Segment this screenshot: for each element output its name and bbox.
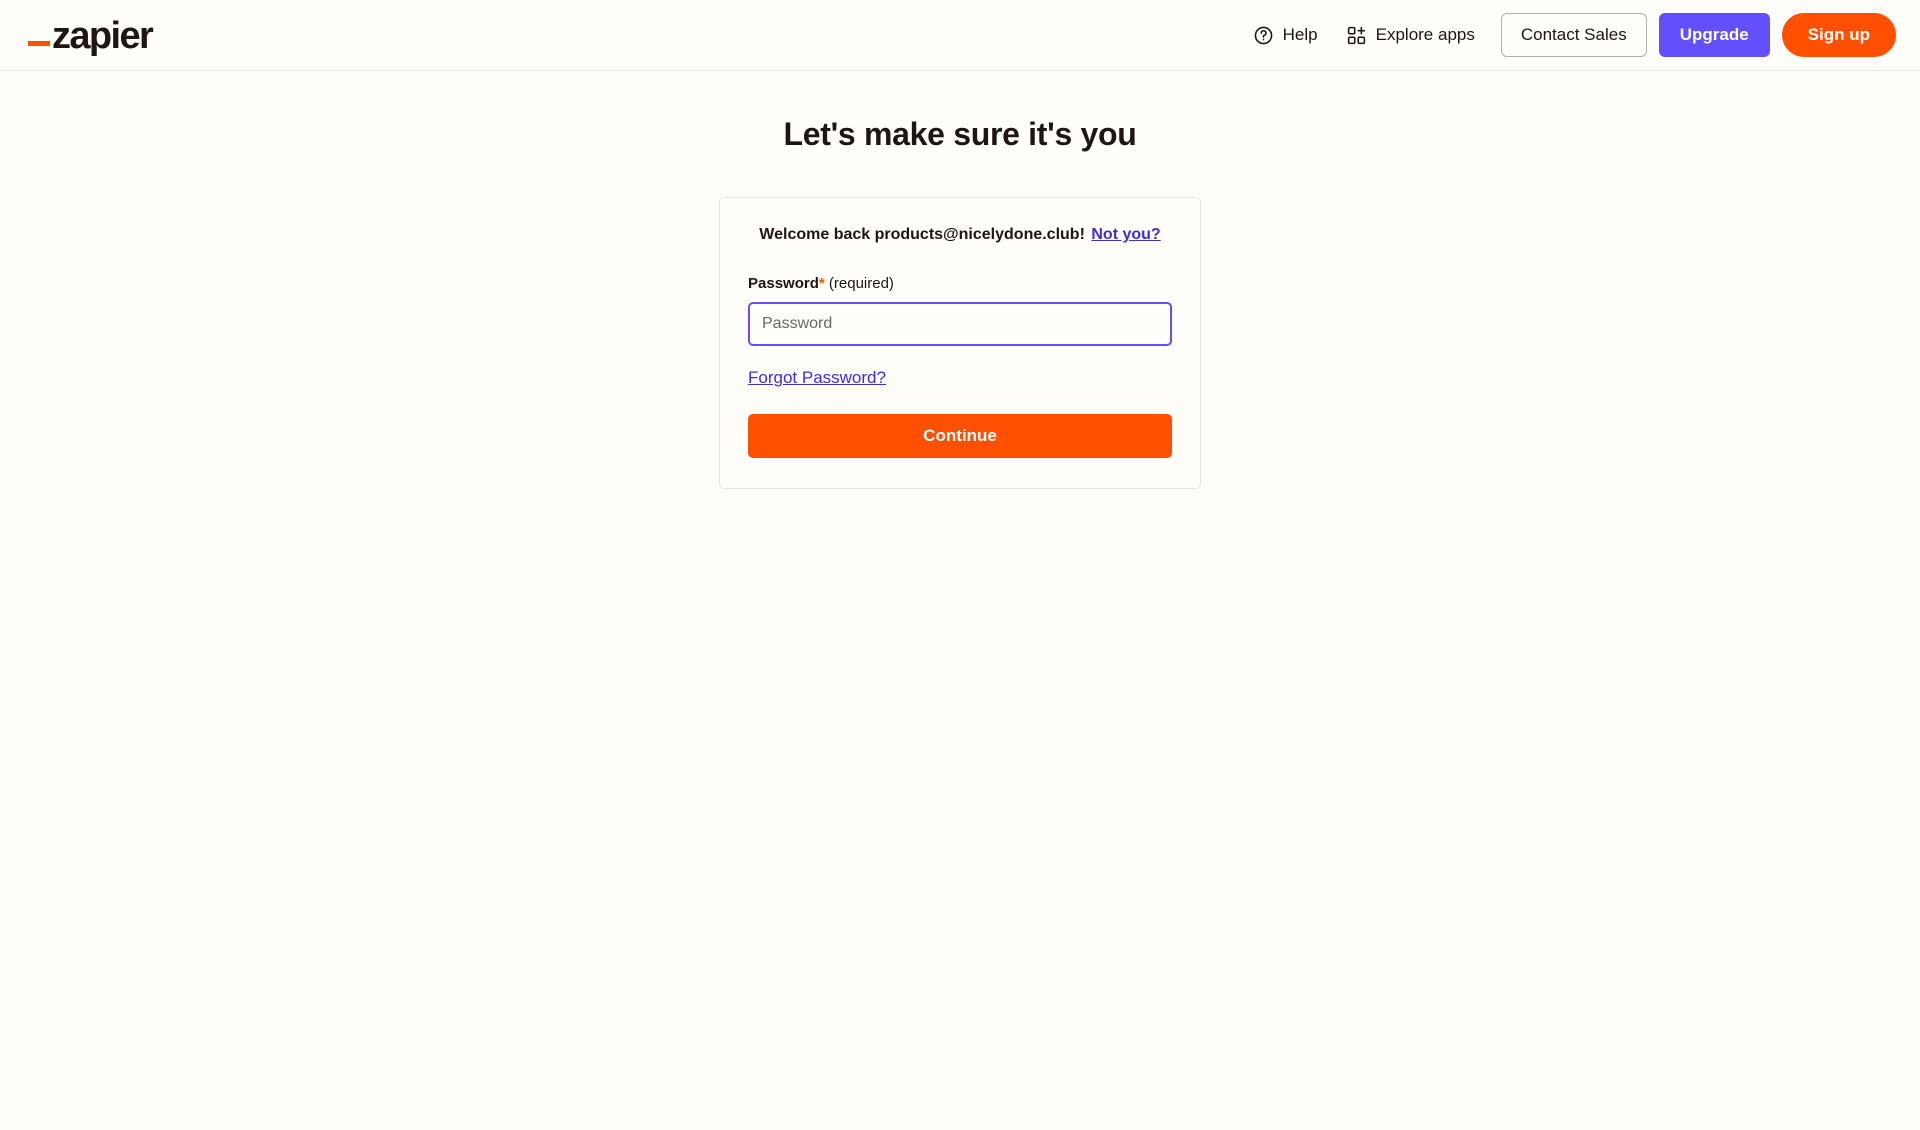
contact-sales-button[interactable]: Contact Sales <box>1501 13 1647 57</box>
header-actions <box>1239 13 1896 57</box>
page-title: Let's make sure it's you <box>783 116 1137 152</box>
required-note: (required) <box>828 275 894 292</box>
continue-button[interactable]: Continue <box>748 414 1172 458</box>
top-header <box>0 0 1920 71</box>
welcome-row <box>748 226 1172 244</box>
main-content <box>0 71 1920 489</box>
help-link[interactable] <box>1239 17 1332 54</box>
signup-button[interactable]: Sign up <box>1782 13 1896 57</box>
explore-apps-label: Explore apps <box>1375 25 1475 44</box>
forgot-password-link[interactable]: Forgot Password? <box>748 368 886 387</box>
required-star: * <box>818 275 825 292</box>
welcome-message: Welcome back products@nicelydone.club! <box>759 226 1085 243</box>
upgrade-button[interactable]: Upgrade <box>1659 13 1770 57</box>
apps-grid-plus-icon <box>1346 25 1367 46</box>
password-input[interactable] <box>748 302 1172 346</box>
password-label <box>748 275 1172 292</box>
logo-dash-icon <box>28 41 50 46</box>
not-you-link[interactable]: Not you? <box>1091 226 1161 243</box>
help-label: Help <box>1282 25 1318 44</box>
password-label-text: Password <box>748 275 819 292</box>
explore-apps-link[interactable] <box>1332 17 1489 54</box>
logo-wordmark: zapier <box>52 15 153 57</box>
zapier-logo[interactable] <box>28 15 152 55</box>
login-card <box>719 197 1201 489</box>
question-circle-icon <box>1253 25 1274 46</box>
